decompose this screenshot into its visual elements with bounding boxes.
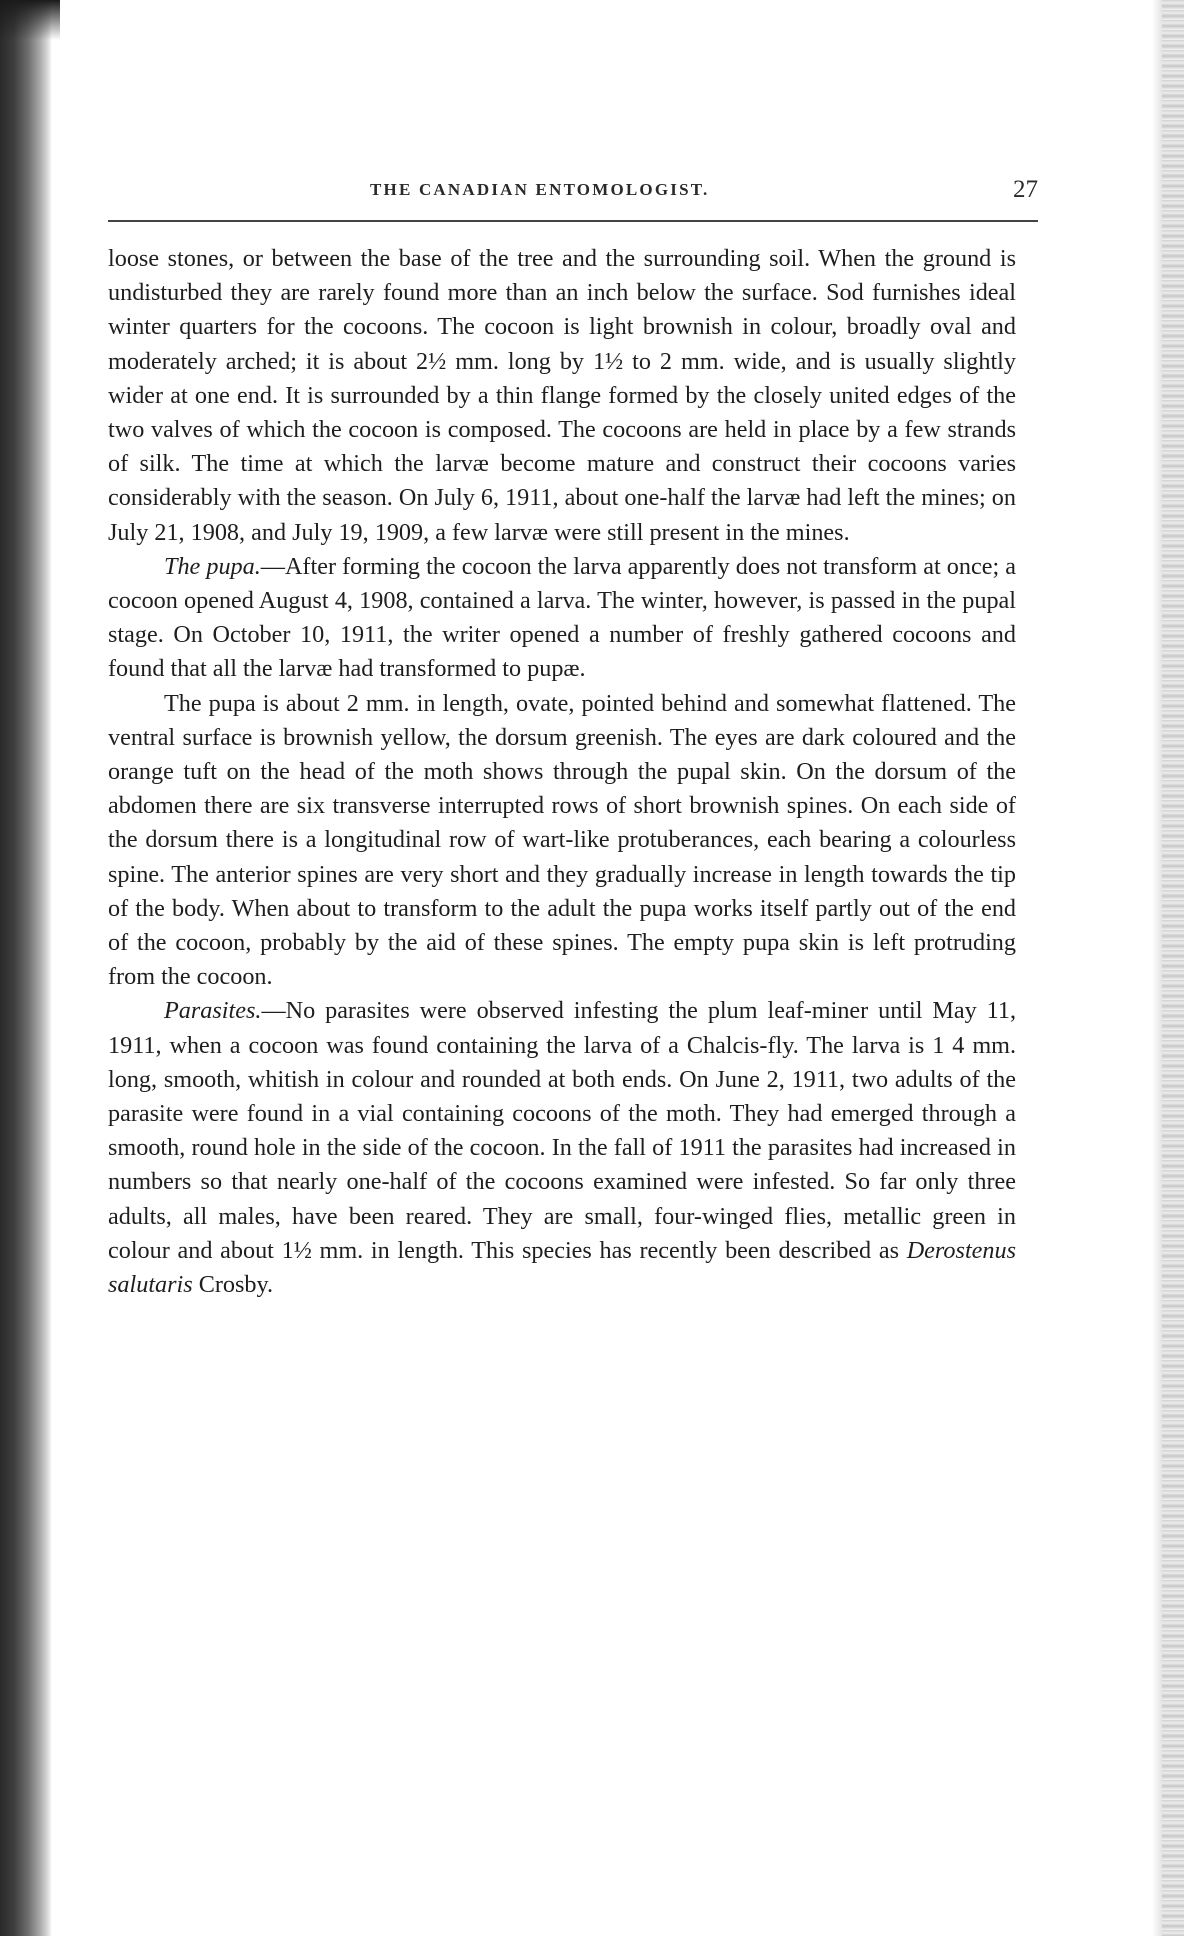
body-text bbox=[108, 242, 1016, 1302]
book-spine-shadow bbox=[0, 0, 52, 1936]
book-page bbox=[108, 176, 1038, 1299]
header-rule bbox=[108, 220, 1038, 222]
paragraph-pupa-description bbox=[108, 687, 1016, 995]
page-stack-edge bbox=[1162, 0, 1184, 1936]
paragraph-text: —No parasites were observed infesting the plum leaf-miner until May 11, 1911, when a cocoon was found containing the larva of a Chalcis-fly. The larva is 1 4 mm. long, smooth, whitish in colour and rounded at both ends. On June 2, 1911, two adults of the parasite were found in a vial containing cocoons of the moth. They had emerged through a smooth, round hole in the side of the cocoon. In the fall of 1911 the parasites had increased in numbers so that nearly one-half of the cocoons examined were infested. So far only three adults, all males, have been reared. They are small, four-winged flies, metallic green in colour and about 1½ mm. in length. This species has recently been described as bbox=[108, 997, 1016, 1264]
species-name: Derostenus salutaris bbox=[108, 1236, 1016, 1299]
paragraph-text: —After forming the cocoon the larva apparently does not transform at once; a cocoon opened August 4, 1908, contained a larva. The winter, however, is passed in the pupal stage. On October 10, 1911, the writer opened a number of freshly gathered cocoons and found that all the larvæ had transformed to pupæ. bbox=[108, 552, 1016, 683]
page-header bbox=[108, 178, 1038, 218]
paragraph-text: loose stones, or between the base of the tree and the surrounding soil. When the ground is undisturbed they are rarely found more than an inch below the surface. Sod furnishes ideal winter quarters for the cocoons. The cocoon is light brownish in colour, broadly oval and moderately arched; it is about 2½ mm. long by 1½ to 2 mm. wide, and is usually slightly wider at one end. It is surrounded by a thin flange formed by the closely united edges of the two valves of which the cocoon is composed. The cocoons are held in place by a few strands of silk. The time at which the larvæ become mature and construct their cocoons varies considerably with the season. On July 6, 1911, about one-half the larvæ had left the mines; on July 21, 1908, and July 19, 1909, a few larvæ were still present in the mines. bbox=[108, 245, 1016, 546]
page-number: 27 bbox=[1013, 176, 1038, 203]
running-head: THE CANADIAN ENTOMOLOGIST. bbox=[370, 180, 710, 199]
paragraph-tail: Crosby. bbox=[192, 1271, 274, 1299]
paragraph-parasites bbox=[108, 994, 1016, 1302]
section-lead-parasites: Parasites. bbox=[164, 997, 262, 1025]
scan-corner-shadow bbox=[0, 0, 60, 40]
section-lead-pupa: The pupa. bbox=[164, 552, 261, 580]
paragraph-cocoon bbox=[108, 242, 1016, 550]
paragraph-pupa-intro bbox=[108, 550, 1016, 687]
paragraph-text: The pupa is about 2 mm. in length, ovate, pointed behind and somewhat flattened. The ventral surface is brownish yellow, the dorsum greenish. The eyes are dark coloured and the orange tuft on the head of the moth shows through the pupal skin. On the dorsum of the abdomen there are six transverse interrupted rows of short brownish spines. On each side of the dorsum there is a longitudinal row of wart-like protuberances, each bearing a colourless spine. The anterior spines are very short and they gradually increase in length towards the tip of the body. When about to transform to the adult the pupa works itself partly out of the end of the cocoon, probably by the aid of these spines. The empty pupa skin is left protruding from the cocoon. bbox=[108, 689, 1016, 991]
page-edge-shadow bbox=[1152, 0, 1162, 1936]
